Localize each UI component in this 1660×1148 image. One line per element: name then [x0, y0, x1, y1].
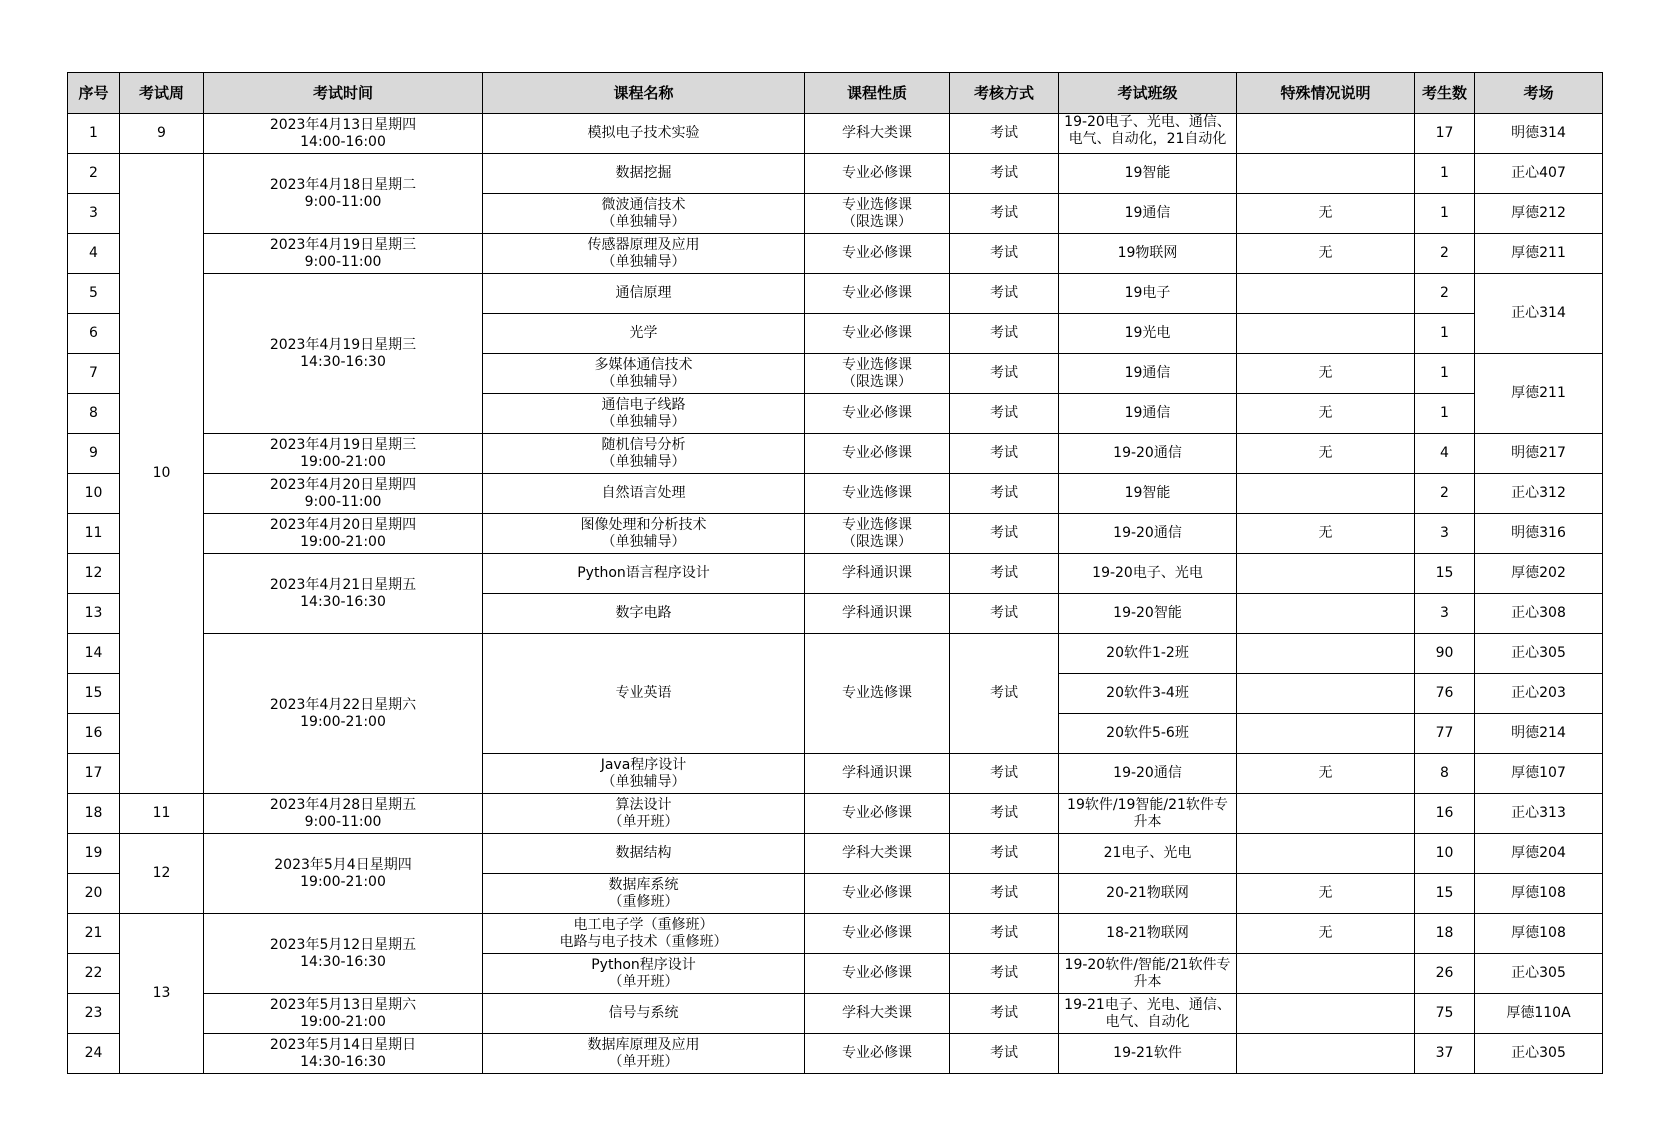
- cell-count: 26: [1415, 954, 1475, 994]
- cell-class: 19智能: [1059, 474, 1237, 514]
- cell-room: 厚德202: [1475, 554, 1603, 594]
- cell-nature: 学科通识课: [805, 554, 950, 594]
- cell-method: 考试: [950, 754, 1059, 794]
- cell-note: [1237, 554, 1415, 594]
- cell-note: [1237, 634, 1415, 674]
- cell-count: 1: [1415, 314, 1475, 354]
- cell-room: 正心313: [1475, 794, 1603, 834]
- cell-seq: 12: [68, 554, 120, 594]
- cell-class: 19通信: [1059, 194, 1237, 234]
- col-header-nature: 课程性质: [805, 73, 950, 114]
- cell-note: [1237, 474, 1415, 514]
- cell-seq: 13: [68, 594, 120, 634]
- cell-time: 2023年4月22日星期六 19:00-21:00: [204, 634, 483, 794]
- cell-count: 75: [1415, 994, 1475, 1034]
- header-row: [68, 73, 1603, 114]
- table-row: [68, 914, 1603, 954]
- cell-class: [1059, 114, 1237, 154]
- cell-count: 1: [1415, 354, 1475, 394]
- cell-nature: 专业必修课: [805, 794, 950, 834]
- cell-room: 厚德212: [1475, 194, 1603, 234]
- cell-time: 2023年4月19日星期三 14:30-16:30: [204, 274, 483, 434]
- cell-note: [1237, 714, 1415, 754]
- cell-time: 2023年5月13日星期六 19:00-21:00: [204, 994, 483, 1034]
- col-header-course: 课程名称: [483, 73, 805, 114]
- cell-seq: 9: [68, 434, 120, 474]
- cell-method: 考试: [950, 834, 1059, 874]
- cell-class: 19-20软件/智能/21软件专升本: [1059, 954, 1237, 994]
- cell-seq: 10: [68, 474, 120, 514]
- cell-count: 18: [1415, 914, 1475, 954]
- cell-method: 考试: [950, 794, 1059, 834]
- cell-note: [1237, 834, 1415, 874]
- cell-room: 正心305: [1475, 1034, 1603, 1074]
- cell-count: 77: [1415, 714, 1475, 754]
- table-row: [68, 834, 1603, 874]
- cell-week: 11: [120, 794, 204, 834]
- cell-note: [1237, 1034, 1415, 1074]
- cell-method: 考试: [950, 514, 1059, 554]
- cell-course: 通信电子线路 （单独辅导）: [483, 394, 805, 434]
- col-header-class: 考试班级: [1059, 73, 1237, 114]
- cell-method: 考试: [950, 594, 1059, 634]
- cell-nature: 专业必修课: [805, 1034, 950, 1074]
- cell-nature: 专业必修课: [805, 914, 950, 954]
- cell-room: 明德217: [1475, 434, 1603, 474]
- cell-course: 自然语言处理: [483, 474, 805, 514]
- cell-class: 19-21软件: [1059, 1034, 1237, 1074]
- cell-seq: 11: [68, 514, 120, 554]
- cell-method: 考试: [950, 874, 1059, 914]
- cell-count: 90: [1415, 634, 1475, 674]
- cell-seq: 1: [68, 114, 120, 154]
- cell-method: 考试: [950, 314, 1059, 354]
- cell-nature: 专业选修课: [805, 634, 950, 754]
- cell-class: 19-20智能: [1059, 594, 1237, 634]
- cell-nature: 专业必修课: [805, 234, 950, 274]
- cell-time: 2023年5月12日星期五 14:30-16:30: [204, 914, 483, 994]
- cell-week: 13: [120, 914, 204, 1074]
- cell-time: 2023年5月14日星期日 14:30-16:30: [204, 1034, 483, 1074]
- cell-count: 3: [1415, 514, 1475, 554]
- cell-seq: 5: [68, 274, 120, 314]
- cell-course: 算法设计 （单开班）: [483, 794, 805, 834]
- cell-time: 2023年4月13日星期四 14:00-16:00: [204, 114, 483, 154]
- cell-count: 1: [1415, 154, 1475, 194]
- cell-note: 无: [1237, 394, 1415, 434]
- cell-time: 2023年4月21日星期五 14:30-16:30: [204, 554, 483, 634]
- cell-seq: 16: [68, 714, 120, 754]
- cell-course: 图像处理和分析技术 （单独辅导）: [483, 514, 805, 554]
- cell-class: 19-20通信: [1059, 434, 1237, 474]
- cell-method: 考试: [950, 1034, 1059, 1074]
- cell-room: 明德316: [1475, 514, 1603, 554]
- cell-course: 传感器原理及应用 （单独辅导）: [483, 234, 805, 274]
- cell-seq: 7: [68, 354, 120, 394]
- cell-class: 20软件3-4班: [1059, 674, 1237, 714]
- table-row: [68, 794, 1603, 834]
- cell-course: 微波通信技术 （单独辅导）: [483, 194, 805, 234]
- cell-course: Python程序设计 （单开班）: [483, 954, 805, 994]
- cell-class: 20-21物联网: [1059, 874, 1237, 914]
- cell-nature: 专业必修课: [805, 874, 950, 914]
- cell-week: 9: [120, 114, 204, 154]
- cell-seq: 21: [68, 914, 120, 954]
- cell-class: 19电子: [1059, 274, 1237, 314]
- cell-room: 正心305: [1475, 954, 1603, 994]
- cell-note: 无: [1237, 514, 1415, 554]
- cell-room: 厚德211: [1475, 354, 1603, 434]
- cell-seq: 14: [68, 634, 120, 674]
- cell-seq: 4: [68, 234, 120, 274]
- cell-room: 厚德107: [1475, 754, 1603, 794]
- col-header-note: 特殊情况说明: [1237, 73, 1415, 114]
- table-row: [68, 474, 1603, 514]
- table-row: [68, 554, 1603, 594]
- cell-class: 20软件1-2班: [1059, 634, 1237, 674]
- cell-room: 厚德108: [1475, 874, 1603, 914]
- col-header-week: 考试周: [120, 73, 204, 114]
- cell-seq: 19: [68, 834, 120, 874]
- cell-class: 19通信: [1059, 354, 1237, 394]
- cell-method: 考试: [950, 914, 1059, 954]
- cell-method: 考试: [950, 994, 1059, 1034]
- table-row: [68, 434, 1603, 474]
- cell-class: 19物联网: [1059, 234, 1237, 274]
- cell-course: 信号与系统: [483, 994, 805, 1034]
- cell-seq: 20: [68, 874, 120, 914]
- cell-note: [1237, 674, 1415, 714]
- cell-method: 考试: [950, 634, 1059, 754]
- cell-class: 20软件5-6班: [1059, 714, 1237, 754]
- cell-count: 10: [1415, 834, 1475, 874]
- cell-method: 考试: [950, 954, 1059, 994]
- cell-method: 考试: [950, 194, 1059, 234]
- cell-room: 厚德211: [1475, 234, 1603, 274]
- cell-note: [1237, 994, 1415, 1034]
- cell-note: [1237, 794, 1415, 834]
- cell-nature: 专业必修课: [805, 154, 950, 194]
- cell-count: 1: [1415, 394, 1475, 434]
- cell-room: 厚德110A: [1475, 994, 1603, 1034]
- cell-nature: 专业必修课: [805, 274, 950, 314]
- cell-method: 考试: [950, 114, 1059, 154]
- table-row: [68, 634, 1603, 674]
- cell-note: 无: [1237, 434, 1415, 474]
- cell-note: [1237, 594, 1415, 634]
- cell-method: 考试: [950, 354, 1059, 394]
- col-header-count: 考生数: [1415, 73, 1475, 114]
- cell-time: 2023年5月4日星期四 19:00-21:00: [204, 834, 483, 914]
- cell-seq: 23: [68, 994, 120, 1034]
- cell-room: 厚德204: [1475, 834, 1603, 874]
- cell-method: 考试: [950, 234, 1059, 274]
- cell-count: 2: [1415, 474, 1475, 514]
- cell-method: 考试: [950, 554, 1059, 594]
- table-row: [68, 114, 1603, 154]
- cell-note: 无: [1237, 194, 1415, 234]
- cell-course: 光学: [483, 314, 805, 354]
- cell-nature: 专业必修课: [805, 434, 950, 474]
- cell-note: [1237, 274, 1415, 314]
- cell-nature: 专业必修课: [805, 314, 950, 354]
- cell-note: [1237, 114, 1415, 154]
- cell-course: 数据库系统 （重修班）: [483, 874, 805, 914]
- cell-room: 明德314: [1475, 114, 1603, 154]
- cell-seq: 18: [68, 794, 120, 834]
- table-row: [68, 154, 1603, 194]
- cell-method: 考试: [950, 394, 1059, 434]
- cell-class: 19-20通信: [1059, 754, 1237, 794]
- cell-seq: 24: [68, 1034, 120, 1074]
- cell-count: 15: [1415, 874, 1475, 914]
- cell-seq: 15: [68, 674, 120, 714]
- cell-nature: 学科通识课: [805, 594, 950, 634]
- cell-note: 无: [1237, 234, 1415, 274]
- cell-class: 19-20通信: [1059, 514, 1237, 554]
- cell-time: 2023年4月19日星期三 9:00-11:00: [204, 234, 483, 274]
- cell-note: [1237, 954, 1415, 994]
- cell-count: 8: [1415, 754, 1475, 794]
- cell-room: 正心407: [1475, 154, 1603, 194]
- cell-nature: 专业选修课 （限选课）: [805, 514, 950, 554]
- col-header-method: 考核方式: [950, 73, 1059, 114]
- cell-nature: 学科大类课: [805, 114, 950, 154]
- cell-class-text: 19-20电子、光电、通信、电气、自动化，21自动化: [1064, 113, 1231, 147]
- cell-course: 模拟电子技术实验: [483, 114, 805, 154]
- cell-time: 2023年4月28日星期五 9:00-11:00: [204, 794, 483, 834]
- cell-method: 考试: [950, 474, 1059, 514]
- cell-class: 21电子、光电: [1059, 834, 1237, 874]
- cell-note: 无: [1237, 354, 1415, 394]
- cell-course: 专业英语: [483, 634, 805, 754]
- cell-nature: 学科通识课: [805, 754, 950, 794]
- table-row: [68, 234, 1603, 274]
- cell-nature: 学科大类课: [805, 994, 950, 1034]
- cell-class: 19通信: [1059, 394, 1237, 434]
- cell-nature: 专业必修课: [805, 954, 950, 994]
- cell-week: 12: [120, 834, 204, 914]
- cell-nature: 专业选修课 （限选课）: [805, 354, 950, 394]
- table-row: [68, 994, 1603, 1034]
- col-header-seq: 序号: [68, 73, 120, 114]
- cell-seq: 8: [68, 394, 120, 434]
- cell-seq: 17: [68, 754, 120, 794]
- cell-room: 正心203: [1475, 674, 1603, 714]
- cell-course: Java程序设计 （单独辅导）: [483, 754, 805, 794]
- table-row: [68, 1034, 1603, 1074]
- cell-count: 16: [1415, 794, 1475, 834]
- cell-method: 考试: [950, 434, 1059, 474]
- cell-course: 多媒体通信技术 （单独辅导）: [483, 354, 805, 394]
- cell-class: 19光电: [1059, 314, 1237, 354]
- cell-note: 无: [1237, 914, 1415, 954]
- cell-method: 考试: [950, 154, 1059, 194]
- cell-class: 19软件/19智能/21软件专升本: [1059, 794, 1237, 834]
- cell-time: 2023年4月18日星期二 9:00-11:00: [204, 154, 483, 234]
- col-header-room: 考场: [1475, 73, 1603, 114]
- cell-time: 2023年4月19日星期三 19:00-21:00: [204, 434, 483, 474]
- cell-course: 数据库原理及应用 （单开班）: [483, 1034, 805, 1074]
- cell-room: 正心305: [1475, 634, 1603, 674]
- cell-count: 17: [1415, 114, 1475, 154]
- cell-time: 2023年4月20日星期四 19:00-21:00: [204, 514, 483, 554]
- cell-class: 19智能: [1059, 154, 1237, 194]
- cell-note: 无: [1237, 754, 1415, 794]
- cell-course: 随机信号分析 （单独辅导）: [483, 434, 805, 474]
- cell-room: 明德214: [1475, 714, 1603, 754]
- cell-course: Python语言程序设计: [483, 554, 805, 594]
- cell-count: 3: [1415, 594, 1475, 634]
- cell-class: 18-21物联网: [1059, 914, 1237, 954]
- cell-count: 1: [1415, 194, 1475, 234]
- cell-count: 2: [1415, 234, 1475, 274]
- cell-nature: 专业选修课: [805, 474, 950, 514]
- cell-time: 2023年4月20日星期四 9:00-11:00: [204, 474, 483, 514]
- cell-course: 电工电子学（重修班） 电路与电子技术（重修班）: [483, 914, 805, 954]
- cell-room: 正心314: [1475, 274, 1603, 354]
- cell-nature: 专业必修课: [805, 394, 950, 434]
- cell-count: 15: [1415, 554, 1475, 594]
- cell-week: 10: [120, 154, 204, 794]
- cell-course: 通信原理: [483, 274, 805, 314]
- cell-note: 无: [1237, 874, 1415, 914]
- cell-seq: 22: [68, 954, 120, 994]
- cell-nature: 学科大类课: [805, 834, 950, 874]
- cell-room: 正心308: [1475, 594, 1603, 634]
- cell-seq: 3: [68, 194, 120, 234]
- cell-count: 4: [1415, 434, 1475, 474]
- cell-note: [1237, 314, 1415, 354]
- cell-count: 2: [1415, 274, 1475, 314]
- cell-count: 76: [1415, 674, 1475, 714]
- cell-nature: 专业选修课 （限选课）: [805, 194, 950, 234]
- cell-class: 19-21电子、光电、通信、电气、自动化: [1059, 994, 1237, 1034]
- cell-course: 数字电路: [483, 594, 805, 634]
- cell-course: 数据结构: [483, 834, 805, 874]
- cell-method: 考试: [950, 274, 1059, 314]
- cell-course: 数据挖掘: [483, 154, 805, 194]
- table-row: [68, 274, 1603, 314]
- cell-seq: 2: [68, 154, 120, 194]
- col-header-time: 考试时间: [204, 73, 483, 114]
- cell-note: [1237, 154, 1415, 194]
- cell-class: 19-20电子、光电: [1059, 554, 1237, 594]
- cell-room: 正心312: [1475, 474, 1603, 514]
- cell-count: 37: [1415, 1034, 1475, 1074]
- cell-seq: 6: [68, 314, 120, 354]
- cell-room: 厚德108: [1475, 914, 1603, 954]
- exam-schedule-table: [67, 72, 1603, 1074]
- table-row: [68, 514, 1603, 554]
